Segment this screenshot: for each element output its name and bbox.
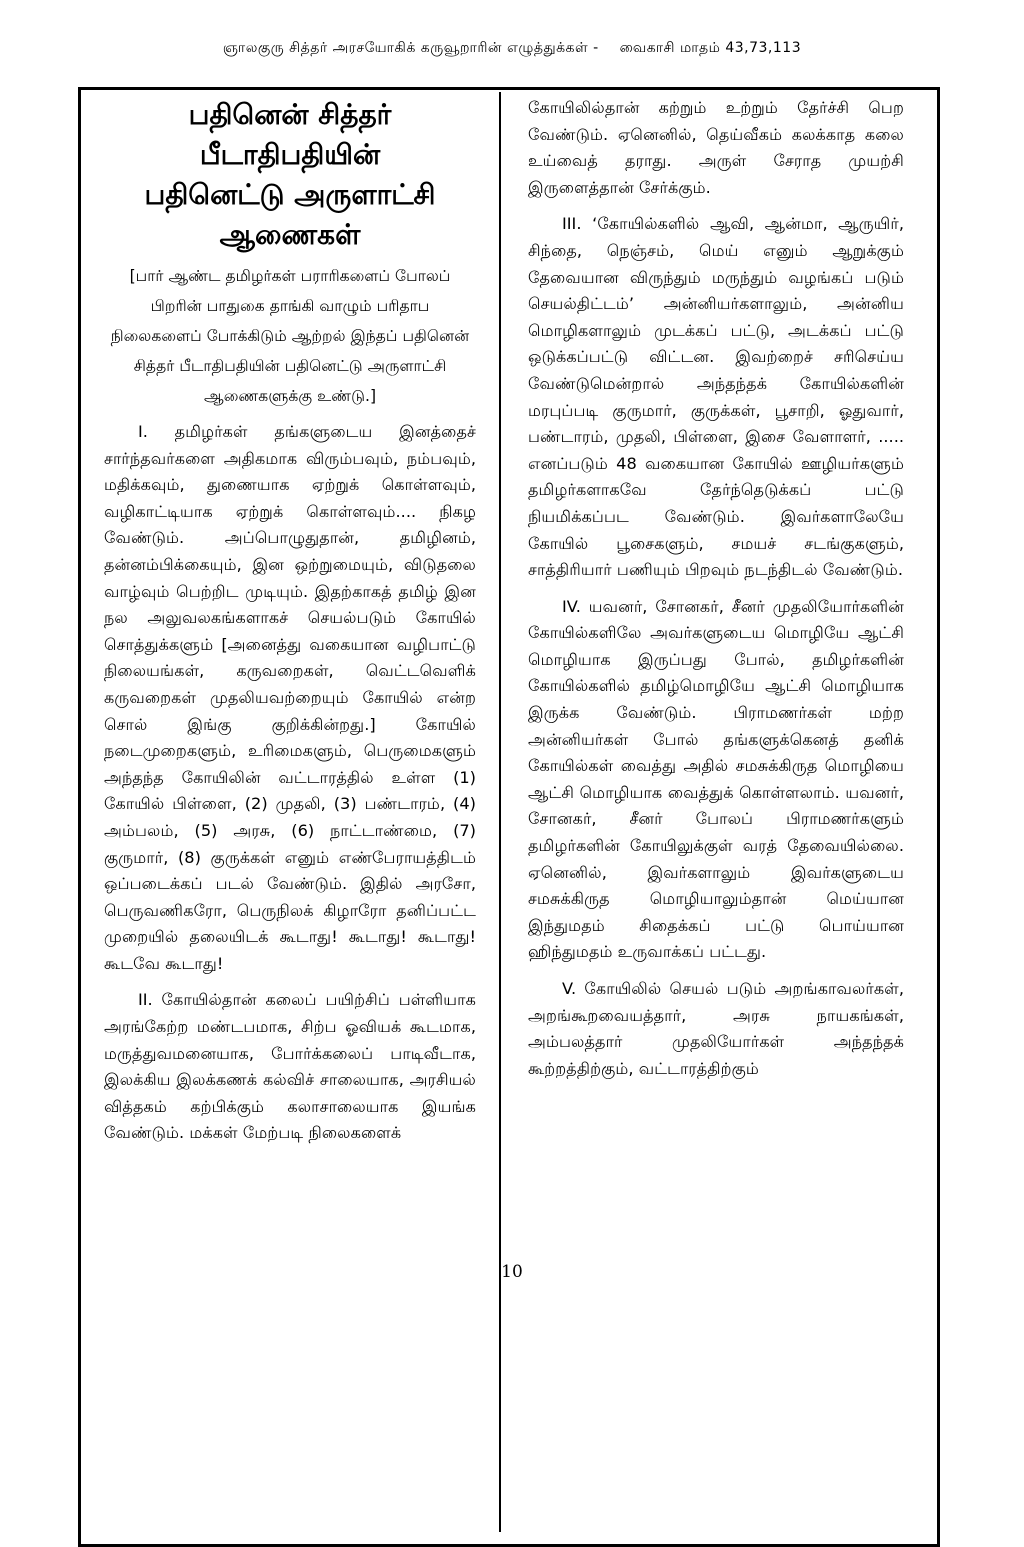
title-line-3: ஆணைகள்	[219, 218, 361, 251]
paragraph-1: I. தமிழர்கள் தங்களுடைய இனத்தைச் சார்ந்தவர்களை அதிகமாக விரும்பவும், நம்பவும், மதிக்கவும், துணையாக ஏற்றுக் கொள்ளவும், வழிகாட்டியாக ஏற்றுக் கொள்ளவும்.... நிகழ வேண்டும். அப்பொழுதுதான், தமிழினம், தன்னம்பிக்கையும், இன ஒற்றுமையும், விடுதலை வாழ்வும் பெற்றிட முடியும். இதற்காகத் தமிழ் இன நல அலுவலகங்களாகச் செயல்படும் கோயில் சொத்துக்களும் [அனைத்து வகையான வழிபாட்டு நிலையங்கள், கருவறைகள், வெட்டவெளிக் கருவறைகள் முதலியவற்றையும் கோயில் என்ற சொல் இங்கு குறிக்கின்றது.] கோயில் நடைமுறைகளும், உரிமைகளும், பெருமைகளும் அந்தந்த கோயிலின் வட்டாரத்தில் உள்ள (1) கோயில் பிள்ளை, (2) முதலி, (3) பண்டாரம், (4) அம்பலம், (5) அரசு, (6) நாட்டாண்மை, (7) குருமார், (8) குருக்கள் எனும் எண்பேராயத்திடம் ஒப்படைக்கப் படல் வேண்டும். இதில் அரசோ, பெருவணிகரோ, பெருநிலக் கிழாரோ தனிப்பட்ட முறையில் தலையிடக் கூடாது! கூடாது! கூடாது! கூடவே கூடாது!	[104, 422, 476, 973]
left-column	[104, 95, 476, 1157]
paragraph-2-continued: கோயிலில்தான் கற்றும் உற்றும் தேர்ச்சி பெற வேண்டும். ஏனெனில், தெய்வீகம் கலக்காத கலை உய்வைத் தராது. அருள் சேராத முயற்சி இருளைத்தான் சேர்க்கும்.	[528, 98, 904, 197]
right-column	[528, 95, 904, 1092]
title-line-1: பதினென் சித்தர் பீடாதிபதியின்	[188, 98, 392, 171]
header-left-text: ஞாலகுரு சித்தர் அரசயோகிக் கருவூறாரின் எழுத்துக்கள் -	[222, 40, 599, 56]
paragraph-3: III. ‘கோயில்களில் ஆவி, ஆன்மா, ஆருயிர், சிந்தை, நெஞ்சம், மெய் எனும் ஆறுக்கும் தேவையான விருந்தும் மருந்தும் வழங்கப் படும் செயல்திட்டம்’ அன்னியர்களாலும், அன்னிய மொழிகளாலும் முடக்கப் பட்டு, அடக்கப் பட்டு ஒடுக்கப்பட்டு விட்டன. இவற்றைச் சரிசெய்ய வேண்டுமென்றால் அந்தந்தக் கோயில்களின் மரபுப்படி குருமார், குருக்கள், பூசாறி, ஓதுவார், பண்டாரம், முதலி, பிள்ளை, இசை வேளாளர், ..... எனப்படும் 48 வகையான கோயில் ஊழியர்களும் தமிழர்களாகவே தேர்ந்தெடுக்கப் பட்டு நியமிக்கப்பட வேண்டும். இவர்களாலேயே கோயில் பூசைகளும், சமயச் சடங்குகளும், சாத்திரியார் பணியும் பிறவும் நடந்திடல் வேண்டும்.	[528, 214, 904, 580]
intro-paragraph: [பார் ஆண்ட தமிழர்கள் பராரிகளைப் போலப் பிறரின் பாதுகை தாங்கி வாழும் பரிதாப நிலைகளைப் போக்கிடும் ஆற்றல் இந்தப் பதினென் சித்தர் பீடாதிபதியின் பதினெட்டு அருளாட்சி ஆணைகளுக்கு உண்டு.]	[110, 267, 470, 405]
title-line-2: பதினெட்டு அருளாட்சி	[144, 178, 436, 211]
article-title	[104, 95, 476, 255]
paragraph-4: IV. யவனர், சோனகர், சீனர் முதலியோர்களின் கோயில்களிலே அவர்களுடைய மொழியே ஆட்சி மொழியாக இருப்பது போல், தமிழர்களின் கோயில்களில் தமிழ்மொழியே ஆட்சி மொழியாக இருக்க வேண்டும். பிராமணர்கள் மற்ற அன்னியர்கள் போல் தங்களுக்கெனத் தனிக் கோயில்கள் வைத்து அதில் சமசுக்கிருத மொழியை ஆட்சி மொழியாக வைத்துக் கொள்ளலாம். யவனர், சோனகர், சீனர் போலப் பிராமணர்களும் தமிழர்களின் கோயிலுக்குள் வரத் தேவையில்லை. ஏனெனில், இவர்களாலும் இவர்களுடைய சமசுக்கிருத மொழியாலும்தான் மெய்யான இந்துமதம் சிதைக்கப் பட்டு பொய்யான ஹிந்துமதம் உருவாக்கப் பட்டது.	[528, 596, 904, 962]
paragraph-2: II. கோயில்தான் கலைப் பயிற்சிப் பள்ளியாக அரங்கேற்ற மண்டபமாக, சிற்ப ஓவியக் கூடமாக, மருத்துவமனையாக, போர்க்கலைப் பாடிவீடாக, இலக்கிய இலக்கணக் கல்விச் சாலையாக, அரசியல் வித்தகம் கற்பிக்கும் கலாசாலையாக இயங்க வேண்டும். மக்கள் மேற்படி நிலைகளைக்	[104, 990, 476, 1143]
paragraph-5: V. கோயிலில் செயல் படும் அறங்காவலர்கள், அறங்கூறவையத்தார், அரசு நாயகங்கள், அம்பலத்தார் முதலியோர்கள் அந்தந்தக் கூற்றத்திற்கும், வட்டாரத்திற்கும்	[528, 979, 904, 1078]
column-divider	[499, 92, 501, 1532]
page-number: 10	[501, 1262, 523, 1282]
running-header	[0, 40, 1024, 58]
header-right-text: வைகாசி மாதம் 43,73,113	[619, 40, 802, 56]
